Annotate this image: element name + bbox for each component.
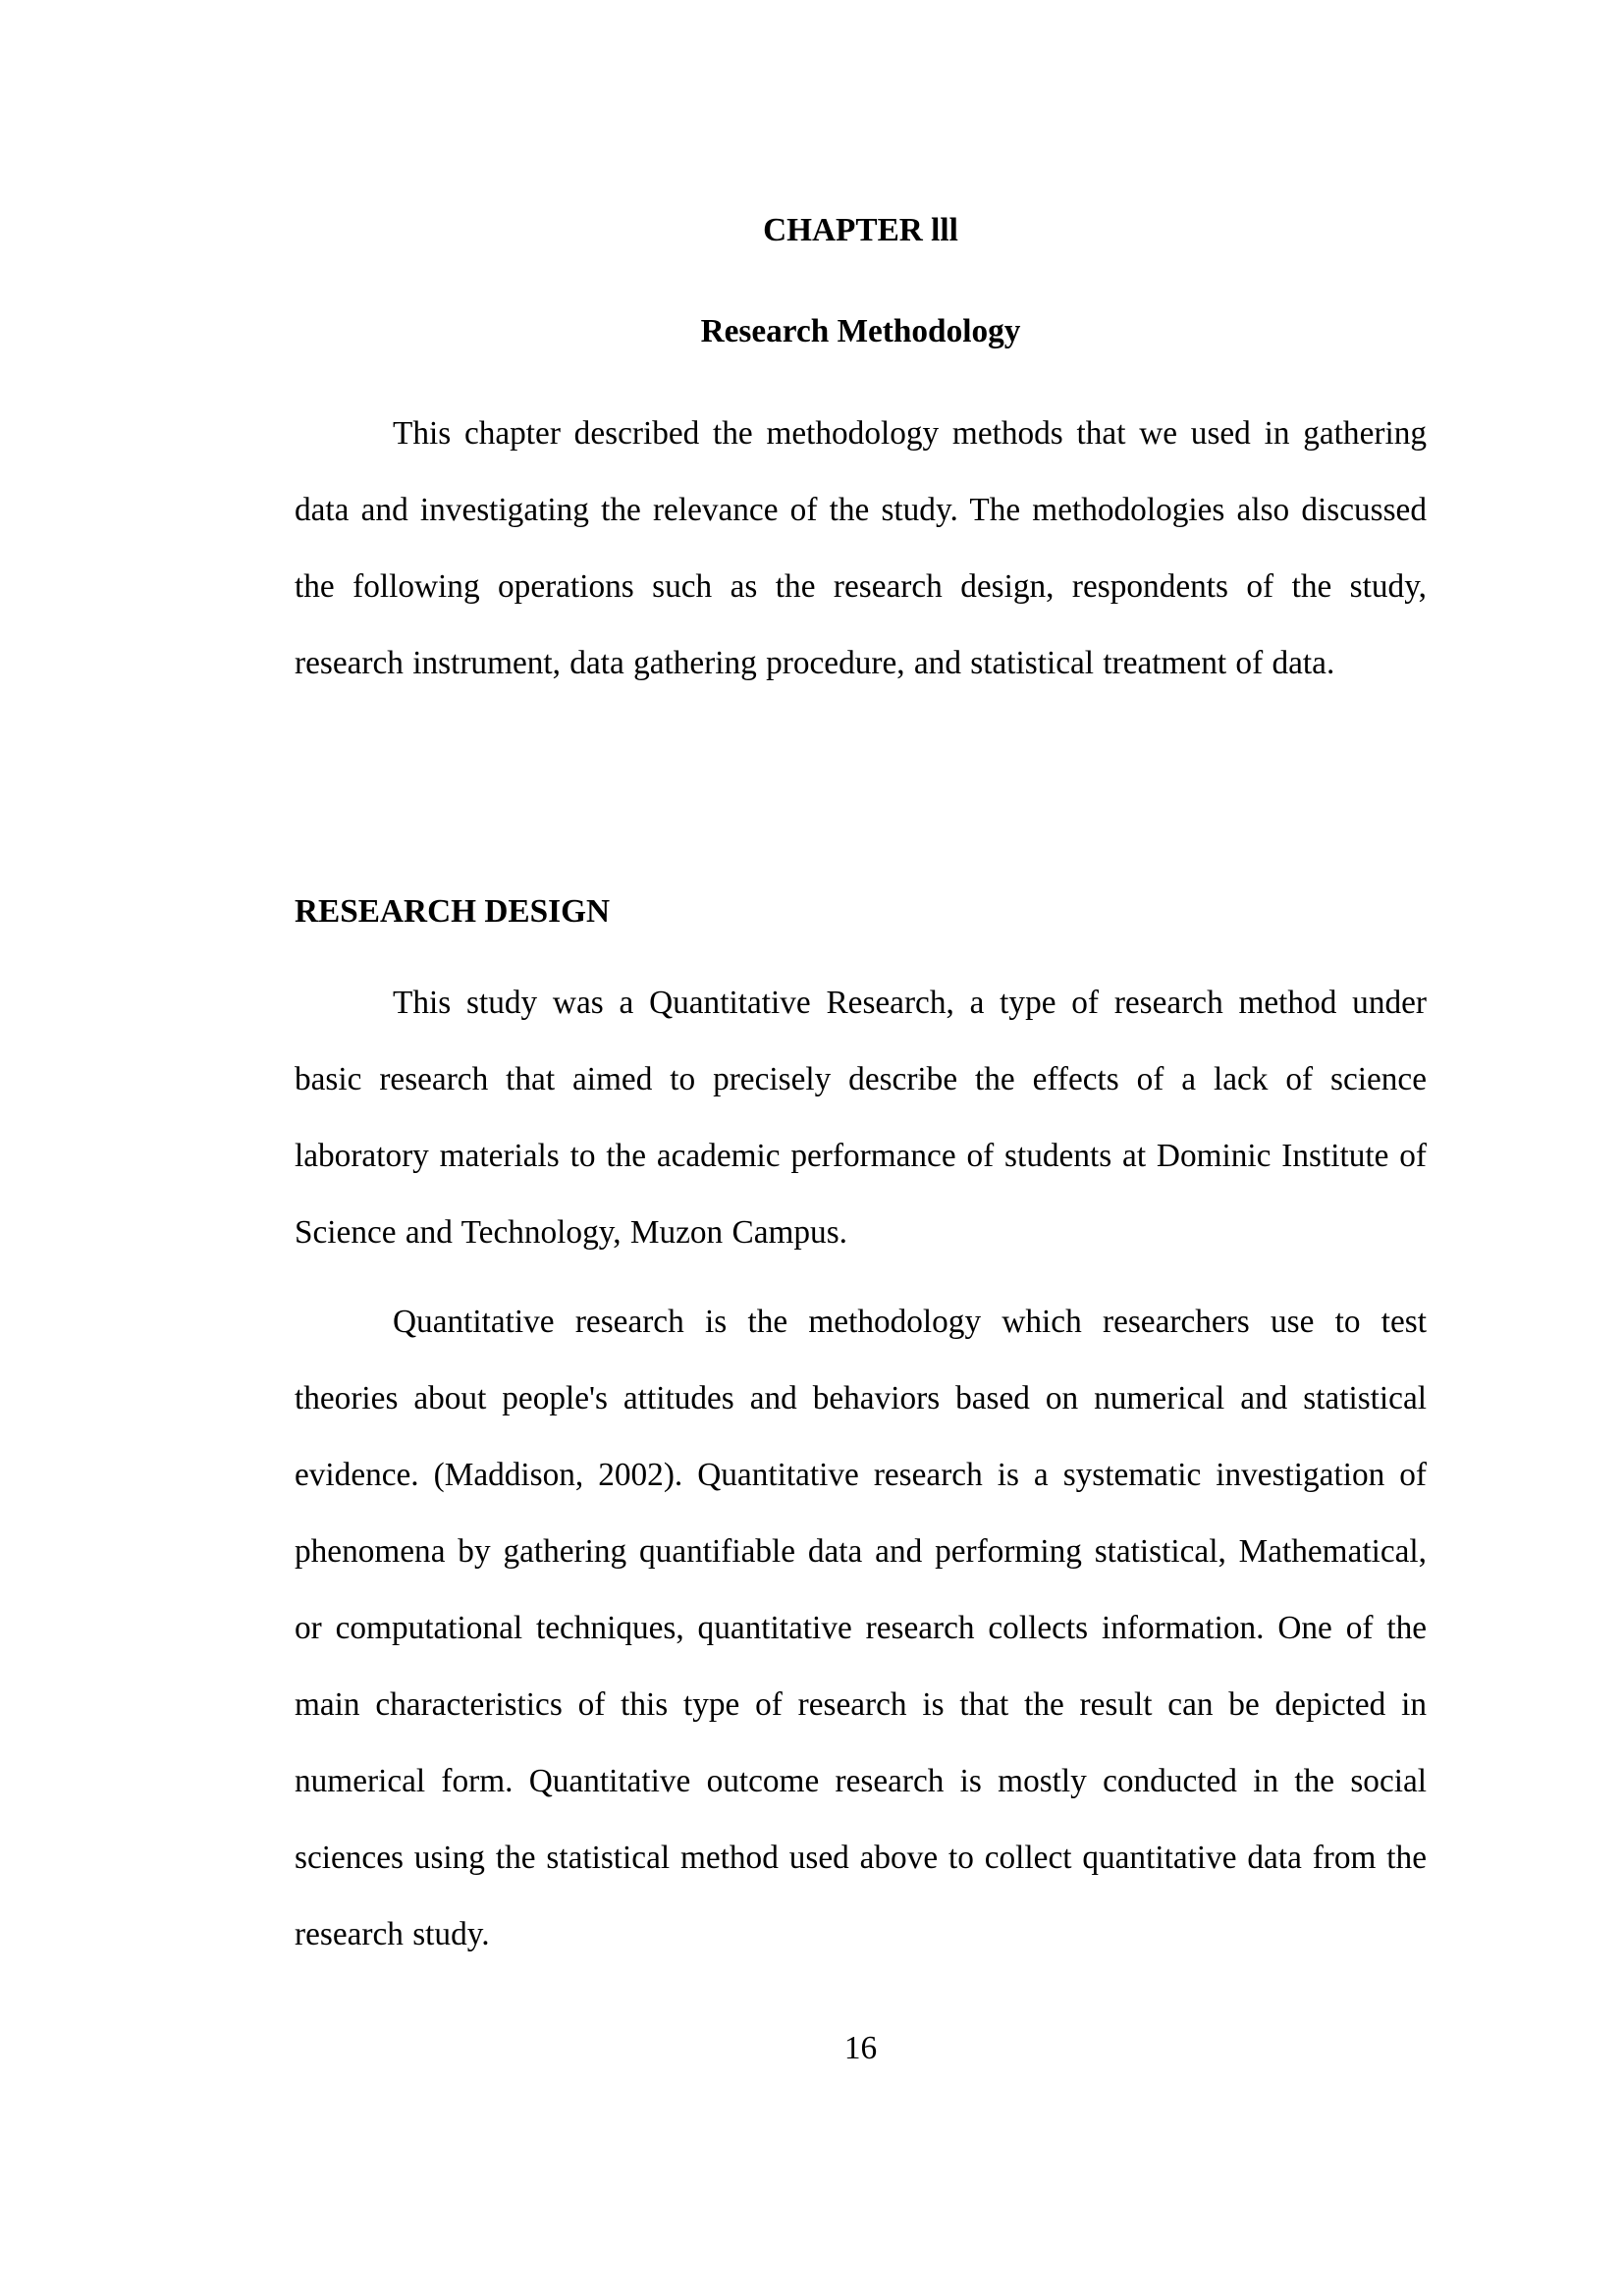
page-content xyxy=(295,0,1427,1973)
chapter-title: CHAPTER lll xyxy=(763,212,958,248)
research-design-paragraph-2: Quantitative research is the methodology which researchers use to test theories about people's attitudes and behaviors based on numerical and statistical evidence. (Maddison, 2002). Quantitative research is a systematic investigation of phenomena by gathering quantifiable data and performing statistical, Mathematical, or computational techniques, quantitative research collects information. One of the main characteristics of this type of research is that the result can be depicted in numerical form. Quantitative outcome research is mostly conducted in the social sciences using the statistical method used above to collect quantitative data from the research study. xyxy=(295,1304,1427,1952)
research-design-heading: RESEARCH DESIGN xyxy=(295,893,611,930)
page-number: 16 xyxy=(843,2030,878,2066)
intro-paragraph: This chapter described the methodology methods that we used in gathering data and investigating the relevance of the study. The methodologies also discussed the following operations such as the research design, respondents of the study, research instrument, data gathering procedure, and statistical treatment of data. xyxy=(295,415,1427,681)
research-design-paragraph-1: This study was a Quantitative Research, a type of research method under basic research that aimed to precisely describe the effects of a lack of science laboratory materials to the academic performance of students at Dominic Institute of Science and Technology, Muzon Campus. xyxy=(295,985,1427,1251)
chapter-subtitle: Research Methodology xyxy=(700,313,1021,349)
